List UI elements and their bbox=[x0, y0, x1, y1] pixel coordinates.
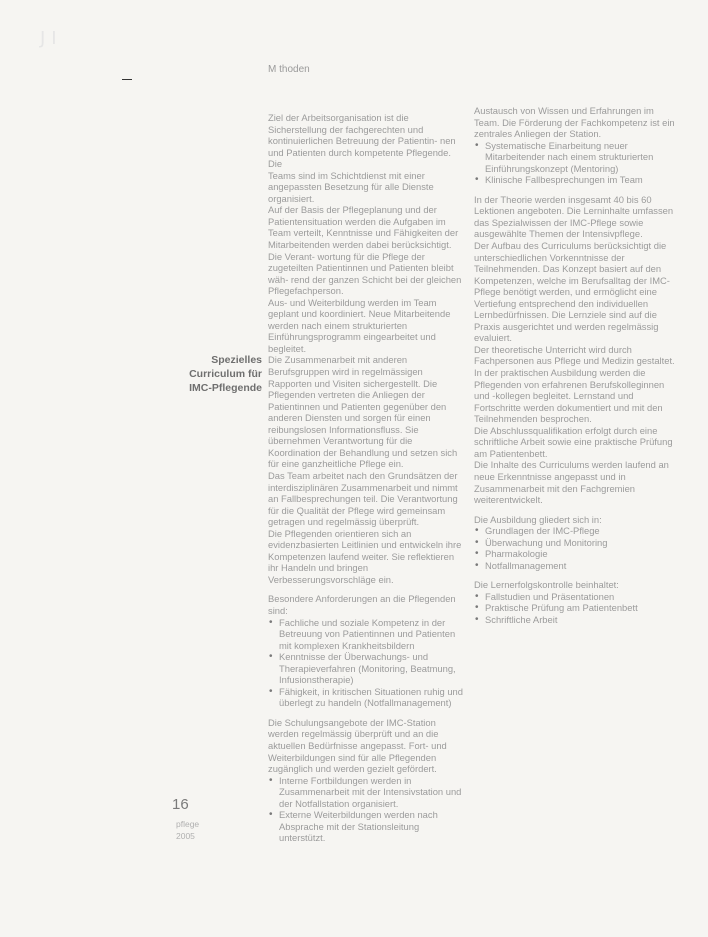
paragraph: In der Theorie werden insgesamt 40 bis 60 Lektionen angeboten. Die Lerninhalte umfassen das Spezialwissen der IMC-Pflege sowie ausgewählte Themen der Intensivpflege. bbox=[474, 193, 674, 240]
bullet-item: • Notfallmanagement bbox=[485, 560, 678, 572]
paragraph-spacer bbox=[268, 709, 464, 717]
bullet-item: • Systematische Einarbeitung neuer Mitarbeitender nach einem strukturierten Einführungskonzept (Mentoring) bbox=[485, 140, 678, 175]
corner-rule bbox=[122, 79, 132, 80]
paragraph: Der Aufbau des Curriculums berücksichtigt die unterschiedlichen Vorkenntnisse der Teilnehmenden. Das Konzept basiert auf den Kompetenzen, welche im Berufsalltag der IMC-Pflege benötigt werden, und ermöglicht eine Vertiefung entsprechend den individuellen Lernbedürfnissen. Die Lernziele sind auf die Praxis ausgerichtet und werden regelmässig evaluiert. bbox=[474, 240, 670, 344]
paragraph-spacer bbox=[474, 186, 678, 194]
bullet-item: • Fähigkeit, in kritischen Situationen ruhig und überlegt zu handeln (Notfallmanagement) bbox=[279, 686, 464, 709]
paragraph-spacer bbox=[474, 506, 678, 514]
corner-mark: JI bbox=[40, 28, 63, 49]
right-text-column bbox=[474, 105, 678, 626]
bullet-list bbox=[474, 140, 678, 186]
bullet-item: • Interne Fortbildungen werden in Zusammenarbeit mit der Intensivstation und der Notfallstation organisiert. bbox=[279, 775, 464, 810]
paragraph: Austausch von Wissen und Erfahrungen im Team. Die Förderung der Fachkompetenz ist ein zentrales Anliegen der Station. bbox=[474, 105, 675, 140]
bullet-item: • Externe Weiterbildungen werden nach Absprache mit der Stationsleitung unterstützt. bbox=[279, 809, 464, 844]
paragraph: Die Pflegenden orientieren sich an evidenzbasierten Leitlinien und entwickeln ihre Kompetenzen laufend weiter. Sie reflektieren ihr Handeln und bringen Verbesserungsvorschläge ein. bbox=[268, 527, 462, 585]
bullet-item: • Überwachung und Monitoring bbox=[485, 537, 678, 549]
bullet-item: • Schriftliche Arbeit bbox=[485, 614, 678, 626]
paragraph: Die Schulungsangebote der IMC-Station werden regelmässig überprüft und an die aktuellen Bedürfnisse angepasst. Fort- und Weiterbildungen sind für alle Pflegenden zugänglich und werden gezielt gefördert. bbox=[268, 716, 447, 775]
paragraph: Die Lernerfolgskontrolle beinhaltet: bbox=[474, 579, 619, 591]
page-number: 16 bbox=[172, 796, 189, 813]
bullet-item: • Praktische Prüfung am Patientenbett bbox=[485, 602, 678, 614]
paragraph-spacer bbox=[474, 571, 678, 579]
paragraph: Aus- und Weiterbildung werden im Team geplant und koordiniert. Neue Mitarbeitende werden nach einem strukturierten Einführungsprogramm eingearbeitet und begleitet. bbox=[268, 296, 451, 354]
bullet-item: • Fallstudien und Präsentationen bbox=[485, 591, 678, 603]
left-text-column bbox=[268, 112, 464, 844]
bullet-list bbox=[268, 775, 464, 844]
bullet-list bbox=[474, 591, 678, 626]
footer-note-line: pflege bbox=[176, 819, 200, 829]
sidebar-heading-line: IMC-Pflegende bbox=[189, 382, 262, 394]
bullet-item: • Klinische Fallbesprechungen im Team bbox=[485, 174, 678, 186]
paragraph: Die Inhalte des Curriculums werden laufend an neue Erkenntnisse angepasst und in Zusammenarbeit mit den Fachgremien weiterentwickelt. bbox=[474, 459, 669, 506]
paragraph: Die Abschlussqualifikation erfolgt durch eine schriftliche Arbeit sowie eine praktische Prüfung am Patientenbett. bbox=[474, 424, 673, 459]
footer-note-line: 2005 bbox=[176, 831, 195, 841]
paragraph: Der theoretische Unterricht wird durch Fachpersonen aus Pflege und Medizin gestaltet. In der praktischen Ausbildung werden die Pflegenden von erfahrenen Berufskolleginnen und -kollegen begleitet. Lernstand und Fortschritte werden dokumentiert und mit den Teilnehmenden besprochen. bbox=[474, 343, 675, 425]
paragraph: Ziel der Arbeitsorganisation ist die Sicherstellung der fachgerechten und kontinuierlichen Betreuung der Patientin- nen und Patienten durch kompetente Pflegende. Die bbox=[268, 112, 456, 170]
bullet-item: • Kenntnisse der Überwachungs- und Therapieverfahren (Monitoring, Beatmung, Infusionstherapie) bbox=[279, 651, 464, 686]
bullet-item: • Fachliche und soziale Kompetenz in der Betreuung von Patientinnen und Patienten mit komplexen Krankheitsbildern bbox=[279, 617, 464, 652]
paragraph: Besondere Anforderungen an die Pflegenden sind: bbox=[268, 593, 456, 616]
bullet-list bbox=[268, 617, 464, 709]
sidebar-heading-line: Spezielles bbox=[211, 354, 262, 366]
paragraph: Die Ausbildung gliedert sich in: bbox=[474, 513, 602, 525]
running-title: M thoden bbox=[268, 64, 310, 75]
footer-note bbox=[176, 818, 216, 842]
paragraph-spacer bbox=[268, 585, 464, 593]
sidebar-heading bbox=[150, 353, 262, 395]
paragraph: Teams sind im Schichtdienst mit einer angepassten Besetzung für alle Dienste organisiert. bbox=[268, 169, 434, 204]
paragraph: Auf der Basis der Pflegeplanung und der Patientensituation werden die Aufgaben im Team verteilt, Kenntnisse und Fähigkeiten der Mitarbeitenden werden dabei berücksichtigt. Die Verant- wortung für die Pflege der zugeteilten Patientinnen und Patienten bleibt wäh- rend der ganzen Schicht bei der gleichen Pflegefachperson. bbox=[268, 204, 462, 297]
paragraph: Die Zusammenarbeit mit anderen Berufsgruppen wird in regelmässigen Rapporten und Visiten sichergestellt. Die Pflegenden vertreten die Anliegen der Patientinnen und Patienten gegenüber den anderen Diensten und sorgen für einen reibungslosen Informationsfluss. Sie übernehmen Verantwortung für die Koordination der Behandlung und setzen sich für eine ganzheitliche Pflege ein. bbox=[268, 354, 458, 470]
bullet-item: • Grundlagen der IMC-Pflege bbox=[485, 525, 678, 537]
sidebar-heading-line: Curriculum für bbox=[189, 368, 262, 380]
bullet-list bbox=[474, 525, 678, 571]
paragraph: Das Team arbeitet nach den Grundsätzen der interdisziplinären Zusammenarbeit und nimmt an Fallbesprechungen teil. Die Verantwortung für die Qualität der Pflege wird gemeinsam getragen und regelmässig überprüft. bbox=[268, 469, 458, 528]
bullet-item: • Pharmakologie bbox=[485, 548, 678, 560]
